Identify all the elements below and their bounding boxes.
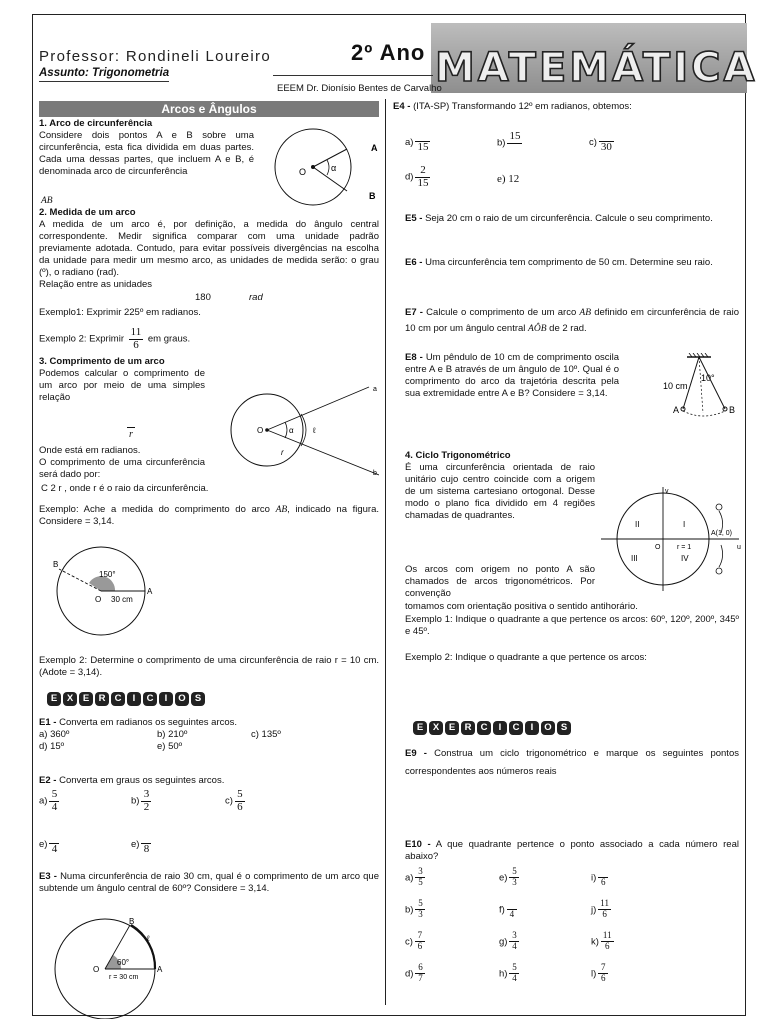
pendulum-figure	[631, 353, 739, 425]
e9-text: Construa um ciclo trigonométrico e marque os seguintes pontos correspondentes aos números reais	[405, 748, 739, 778]
example-arc-ab: AB	[275, 505, 288, 515]
e4-option-b	[497, 131, 524, 155]
e6-text: Uma circunferência tem comprimento de 50 cm. Determine seu raio.	[425, 257, 713, 268]
example-arc	[39, 504, 379, 528]
arc-60-figure	[47, 915, 177, 1019]
e1-question	[39, 717, 237, 729]
left-column	[39, 99, 380, 981]
letter: E	[445, 721, 459, 735]
opt-fraction	[415, 899, 425, 921]
fig3-label-radius: 30 cm	[111, 595, 133, 604]
e2-text: Converta em graus os seguintes arcos.	[59, 775, 225, 786]
frac-num: 11	[130, 326, 142, 338]
fig5-label-b: B	[729, 405, 736, 415]
example-2-text-b: em graus.	[147, 333, 191, 345]
section-title: Arcos e Ângulos	[39, 101, 379, 117]
e8-question	[405, 352, 619, 400]
fig2-label-r: r	[281, 448, 284, 457]
frac-den: 6	[601, 877, 606, 887]
example-arc-text-a: Exemplo: Ache a medida do comprimento do arco	[39, 504, 270, 515]
s2-180: 180	[195, 292, 211, 303]
frac-den: 6	[602, 909, 607, 919]
e7-text-a: Calcule o comprimento de um arco	[426, 307, 577, 318]
frac-num: 5	[509, 963, 519, 974]
e10-label: E10 -	[405, 839, 431, 850]
s3-comprimento: O comprimento de uma circunferência será dado por:	[39, 457, 205, 481]
s3-formula: C 2 r , onde r é o raio da circunferência.	[41, 483, 209, 494]
fig2-label-alpha: α	[289, 426, 294, 435]
e10-option-b	[405, 899, 427, 921]
e1-option-d: d) 15º	[39, 741, 65, 752]
opt-fraction	[415, 867, 425, 889]
s1-title: 1. Arco de circunferência	[39, 118, 153, 129]
letter: C	[143, 692, 157, 706]
letter: S	[191, 692, 205, 706]
opt-label: i)	[591, 872, 597, 884]
frac-den	[507, 144, 522, 155]
frac-den: 4	[509, 909, 515, 919]
e10-option-j	[591, 899, 613, 921]
fig1-label-a: A	[371, 143, 378, 153]
e1-option-e: e) 50º	[157, 741, 183, 752]
example-2-fraction	[129, 327, 144, 351]
e2-option-b	[131, 789, 153, 813]
letter: C	[111, 692, 125, 706]
e10-option-l	[591, 963, 610, 985]
s2-title: 2. Medida de um arco	[39, 207, 136, 218]
fig6-o: O	[655, 544, 661, 551]
arc-150-figure	[43, 539, 183, 639]
letter: I	[525, 721, 539, 735]
fig6-q2: II	[635, 520, 640, 529]
e5-question	[405, 213, 739, 225]
column-divider	[385, 99, 386, 1005]
opt-label: d)	[405, 968, 414, 980]
opt-fraction	[49, 789, 59, 813]
opt-fraction	[601, 931, 614, 953]
fig4-label-l: ℓ	[147, 934, 150, 943]
e10-question	[405, 839, 739, 863]
fig2-label-b: b	[373, 470, 377, 477]
frac-num: 5	[509, 867, 519, 878]
s3-title: 3. Comprimento de um arco	[39, 356, 165, 367]
letter: X	[63, 692, 77, 706]
letter: O	[541, 721, 555, 735]
e4-option-a	[405, 131, 432, 154]
e2-question	[39, 775, 224, 787]
fig6-u: u	[737, 544, 741, 551]
e2-option-a	[39, 789, 61, 813]
s1-text: Considere dois pontos A e B sobre uma circunferência, esta fica dividida em duas partes. Cada uma dessas partes, que incluem A e B, é denominada arco de circunferência	[39, 130, 254, 178]
opt-label: j)	[591, 904, 597, 916]
frac-den: 4	[51, 843, 58, 855]
frac-den: 6	[133, 338, 139, 351]
frac-num: 3	[415, 867, 425, 878]
fig1-label-alpha: α	[331, 163, 337, 173]
e1-text: Converta em radianos os seguintes arcos.	[59, 717, 238, 728]
exercises-banner-left	[47, 692, 205, 706]
opt-fraction	[49, 833, 59, 856]
e9-label: E9 -	[405, 748, 427, 759]
frac-den: 3	[418, 909, 423, 919]
e10-option-e	[499, 867, 521, 889]
frac-den: 5	[418, 877, 423, 887]
header-divider	[273, 75, 433, 76]
opt-fraction	[507, 899, 517, 921]
frac-den: 6	[417, 941, 423, 951]
opt-label: b)	[131, 795, 140, 807]
e4-text: (ITA-SP) Transformando 12º em radianos, obtemos:	[413, 101, 632, 112]
opt-fraction	[509, 867, 519, 889]
e10-option-a	[405, 867, 427, 889]
fig5-label-angle: 10°	[701, 373, 715, 383]
e7-aob: AÔB	[528, 324, 547, 335]
opt-fraction	[415, 931, 425, 953]
frac-den: 15	[417, 176, 429, 189]
fig4-label-a: A	[157, 965, 163, 974]
opt-fraction	[598, 963, 608, 985]
fig2-label-o: O	[257, 426, 264, 435]
e4-label: E4 -	[393, 101, 411, 112]
fig6-a: A(1, 0)	[711, 530, 733, 537]
frac-num: 2	[415, 165, 430, 178]
fig6-r: r = 1	[677, 544, 692, 551]
opt-fraction	[598, 867, 608, 889]
s3-onde: Onde está em radianos.	[39, 445, 141, 456]
example-2	[39, 327, 190, 351]
e4-option-c	[589, 131, 616, 154]
opt-fraction	[141, 833, 151, 856]
frac-num: 11	[600, 898, 609, 908]
e4-option-e: e) 12	[497, 173, 520, 185]
letter: E	[47, 692, 61, 706]
fig6-v: v	[665, 488, 669, 495]
frac-num: 3	[509, 931, 519, 942]
fig5-label-a: A	[673, 405, 680, 415]
letter: E	[413, 721, 427, 735]
letter: E	[79, 692, 93, 706]
opt-fraction	[415, 165, 430, 189]
arc-length-figure	[229, 383, 379, 483]
frac-den: 4	[51, 800, 58, 813]
s2-relation: Relação entre as unidades	[39, 279, 153, 290]
arc-circle-figure	[267, 121, 379, 211]
frac-den: 7	[418, 973, 423, 983]
fig3-label-a: A	[147, 587, 153, 596]
frac-den: 6	[601, 973, 606, 983]
frac-den: 8	[143, 843, 150, 855]
frac-den: 15	[417, 141, 429, 153]
fig6-q1: I	[683, 520, 686, 529]
frac-den: 4	[512, 941, 517, 951]
opt-label: b)	[497, 137, 506, 149]
grade-label: 2º Ano	[351, 40, 426, 65]
e2-label: E2 -	[39, 775, 57, 786]
frac-den: 2	[143, 800, 150, 813]
fig1-label-b: B	[369, 191, 376, 201]
fig5-label-length: 10 cm	[663, 381, 688, 391]
letter: C	[509, 721, 523, 735]
frac-den: 6	[605, 941, 610, 951]
e4-question	[393, 101, 632, 113]
fig4-label-o: O	[93, 965, 100, 974]
opt-label: e)	[499, 872, 508, 884]
letter: R	[95, 692, 109, 706]
e3-label: E3 -	[39, 871, 57, 882]
example-arc-text-b: , indicado na figura. Considere = 3,14.	[39, 504, 379, 528]
s1-ab: AB	[41, 196, 53, 206]
frac-den: 3	[512, 877, 517, 887]
opt-fraction	[509, 931, 519, 953]
fig2-label-a: a	[373, 386, 377, 393]
s2-text: A medida de um arco é, por definição, a medida do ângulo central correspondente. Medir significa comparar com uma unidade padrão previamente adotada. Contudo, para evitar possíveis divergências na escolha da unidade para medir um mesmo arco, as unidades de medida serão: o grau (º), o radiano (rad).	[39, 219, 379, 279]
e1-label: E1 -	[39, 717, 57, 728]
e5-text: Seja 20 cm o raio de um circunferência. Calcule o seu comprimento.	[425, 213, 713, 224]
frac-num: 6	[415, 963, 425, 974]
example-circumference: Exemplo 2: Determine o comprimento de uma circunferência de raio r = 10 cm. (Adote = 3,14).	[39, 655, 379, 679]
opt-label: l)	[591, 968, 597, 980]
frac-den: 4	[512, 973, 517, 983]
worksheet-page	[32, 14, 758, 1016]
letter: I	[493, 721, 507, 735]
title-matematica: MATEMÁTICA	[435, 45, 758, 91]
e2-option-d	[39, 833, 61, 856]
letter: C	[477, 721, 491, 735]
letter: S	[557, 721, 571, 735]
e7-text-b: definido em circunferência de raio 10 cm por um ângulo central	[405, 307, 739, 335]
frac-num: 15	[509, 130, 521, 142]
fig6-q4: IV	[681, 554, 689, 563]
header	[33, 15, 758, 99]
frac-num: 5	[415, 899, 425, 910]
e4-option-d	[405, 165, 432, 189]
opt-label: f)	[499, 904, 505, 916]
e9-question	[405, 745, 739, 781]
letter: R	[461, 721, 475, 735]
frac-num: 7	[598, 963, 608, 974]
school-name: EEEM Dr. Dionísio Bentes de Carvalho	[277, 83, 442, 94]
opt-fraction	[509, 963, 519, 985]
opt-label: a)	[39, 795, 48, 807]
fig3-label-b: B	[53, 560, 59, 569]
fig4-label-angle: 60°	[117, 958, 130, 967]
fig3-label-o: O	[95, 595, 102, 604]
e8-label: E8 -	[405, 352, 423, 363]
opt-fraction	[599, 131, 614, 154]
s4-text: É uma circunferência orientada de raio unitário cujo centro coincide com a origem de um sistema cartesiano ortogonal. Desse modo o plano fica dividido em 4 regiões chamadas de quadrantes.	[405, 462, 595, 522]
s4-text2: Os arcos com origem no ponto A são chamados de arcos trigonométricos. Por convenção	[405, 564, 595, 600]
e7-ab: AB	[579, 308, 592, 318]
opt-fraction	[598, 899, 611, 921]
opt-fraction	[415, 963, 425, 985]
frac-num: 7	[415, 931, 425, 942]
opt-label: a)	[405, 136, 414, 148]
trig-cycle-figure	[601, 483, 747, 593]
opt-label: d)	[405, 171, 414, 183]
frac-num: 5	[235, 789, 245, 802]
opt-label: c)	[405, 936, 413, 948]
fig4-label-b: B	[129, 917, 135, 926]
e3-question	[39, 871, 379, 895]
letter: I	[127, 692, 141, 706]
s4-text3: tomamos com orientação positiva o sentido antihorário.	[405, 601, 638, 612]
e10-option-h	[499, 963, 521, 985]
opt-label: c)	[225, 795, 233, 807]
fig1-label-o: O	[299, 167, 307, 177]
s3-text: Podemos calcular o comprimento de um arco por meio de uma simples relação	[39, 368, 205, 404]
e7-question	[405, 305, 739, 337]
frac-num: 11	[602, 930, 612, 940]
example-2-text-a: Exemplo 2: Exprimir	[39, 333, 124, 345]
opt-label: c)	[589, 136, 597, 148]
e2-option-e	[131, 833, 153, 856]
opt-fraction	[235, 789, 245, 813]
e5-label: E5 -	[405, 213, 423, 224]
example-1: Exemplo1: Exprimir 225º em radianos.	[39, 307, 201, 318]
e10-option-d	[405, 963, 427, 985]
e1-option-a: a) 360º	[39, 729, 70, 740]
subject-line: Assunto: Trigonometria	[39, 66, 169, 82]
fig4-label-radius: r = 30 cm	[109, 974, 139, 981]
e10-option-i	[591, 867, 610, 889]
opt-label: b)	[405, 904, 414, 916]
opt-fraction	[415, 131, 430, 154]
example-quadrant-2-text: Exemplo 2: Indique o quadrante a que pertence os arcos:	[405, 652, 647, 663]
e8-text: Um pêndulo de 10 cm de comprimento oscila entre A e B através de um ângulo de 10º. Qual é o comprimento do arco da trajetória descrita pela sua extremidade entre A e B? Considere = 3,14.	[405, 352, 619, 400]
example-quadrant-1: Exemplo 1: Indique o quadrante a que pertence os arcos: 60º, 120º, 200º, 345º e 45º.	[405, 614, 739, 638]
example-quadrant-2	[405, 652, 647, 664]
opt-label: g)	[499, 936, 508, 948]
frac-den: 6	[237, 800, 243, 813]
fig2-label-l: ℓ	[313, 426, 316, 435]
professor-name: Professor: Rondineli Loureiro	[39, 48, 271, 65]
s3-fraction-bar	[127, 427, 135, 428]
opt-label: e)	[39, 838, 48, 850]
s3-formula-r: r	[129, 429, 133, 440]
e1-option-b: b) 210º	[157, 729, 188, 740]
e10-option-c	[405, 931, 427, 953]
opt-label: h)	[499, 968, 508, 980]
frac-num: 3	[141, 789, 151, 802]
e3-text: Numa circunferência de raio 30 cm, qual é o comprimento de um arco que subtende um ângulo central de 60º? Considere = 3,14.	[39, 871, 380, 895]
e1-option-c: c) 135º	[251, 729, 281, 740]
e7-label: E7 -	[405, 307, 423, 318]
s2-rad: rad	[249, 292, 263, 303]
e10-option-f	[499, 899, 519, 921]
letter: O	[175, 692, 189, 706]
e10-option-g	[499, 931, 521, 953]
e10-text: A que quadrante pertence o ponto associado a cada número real abaixo?	[405, 839, 739, 863]
opt-label: e)	[131, 838, 140, 850]
fig3-label-angle: 150°	[99, 570, 116, 579]
letter: X	[429, 721, 443, 735]
e6-label: E6 -	[405, 257, 423, 268]
opt-label: k)	[591, 936, 599, 948]
e2-option-c	[225, 789, 247, 813]
fig6-q3: III	[631, 554, 638, 563]
opt-fraction	[141, 789, 151, 813]
frac-num: 5	[49, 789, 59, 802]
s4-title: 4. Ciclo Trigonométrico	[405, 450, 511, 461]
e10-option-k	[591, 931, 616, 953]
exercises-banner-right	[413, 721, 571, 735]
letter: I	[159, 692, 173, 706]
opt-label: a)	[405, 872, 414, 884]
opt-fraction	[507, 131, 522, 155]
frac-den: 30	[600, 141, 612, 153]
e7-text-c: de 2 rad.	[549, 323, 587, 335]
e6-question	[405, 257, 739, 269]
